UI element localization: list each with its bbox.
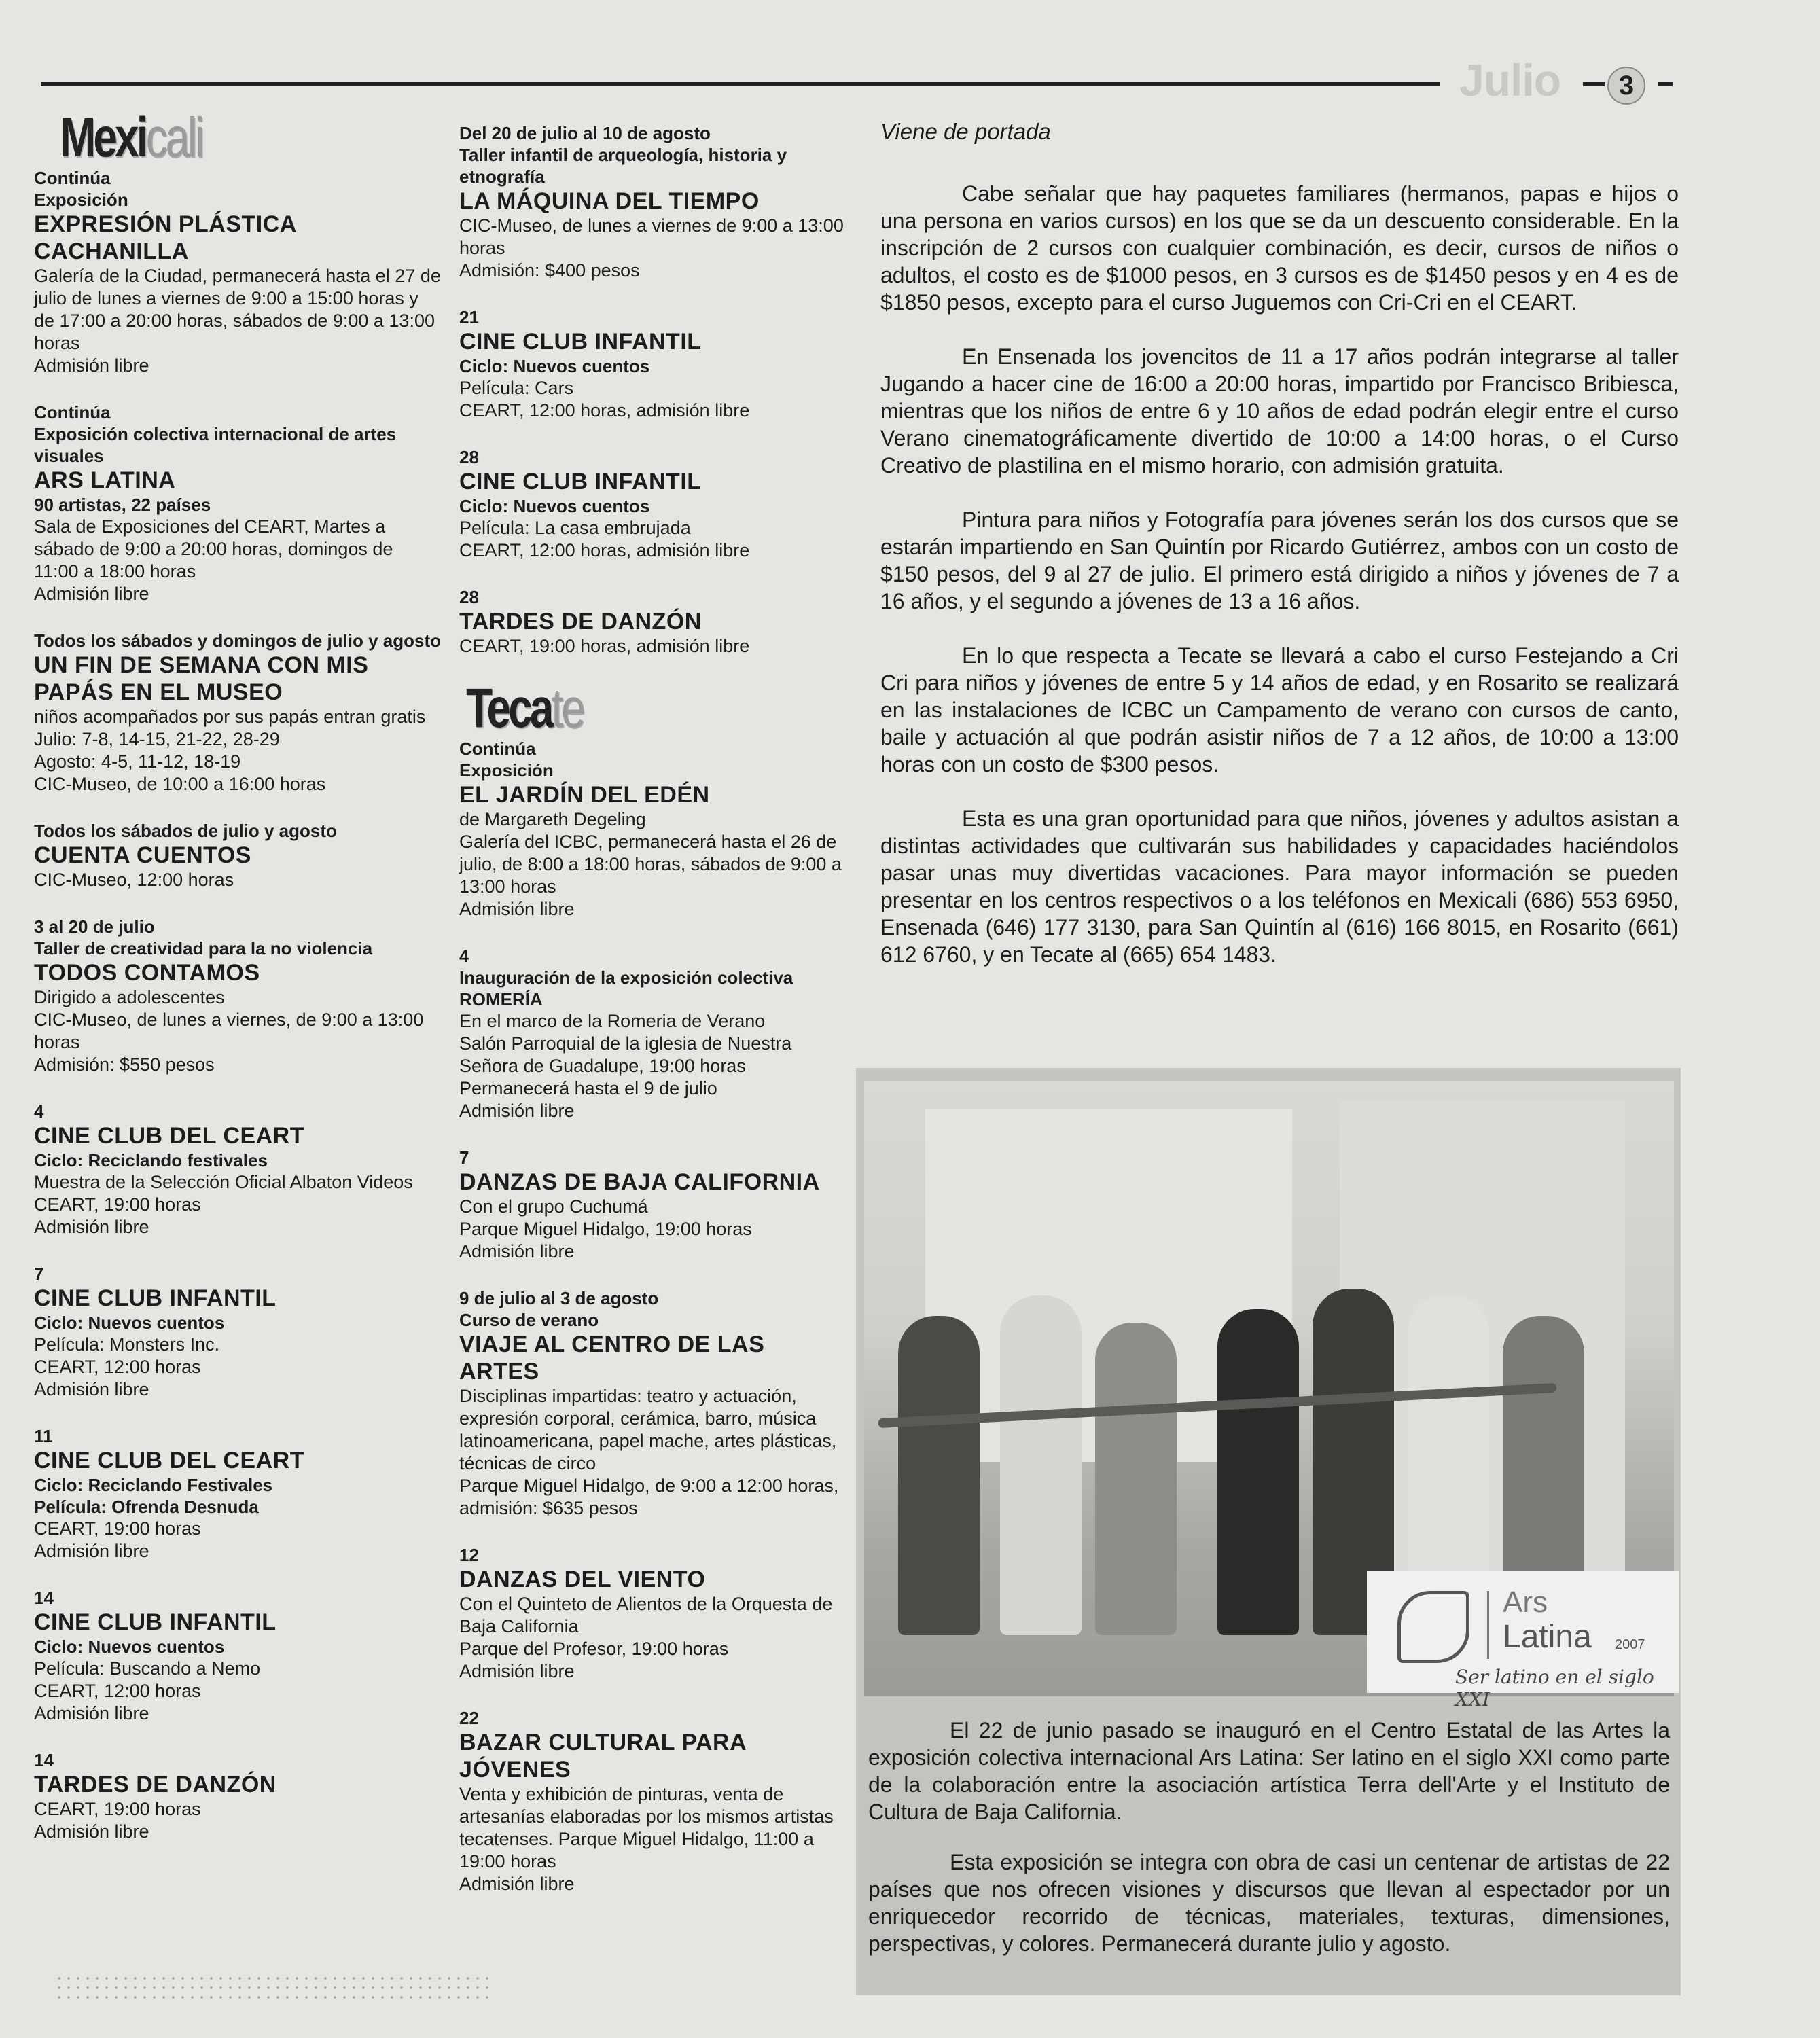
- ars-latina-logo: Ars Latina 2007 Ser latino en el siglo XXI: [1367, 1571, 1679, 1693]
- tecate-heading: Tecate: [466, 677, 584, 739]
- event-date: Continúa: [34, 402, 111, 423]
- event-title: CINE CLUB INFANTIL: [459, 329, 702, 355]
- event-detail: Admisión: $550 pesos: [34, 1054, 215, 1075]
- event-detail: Dirigido a adolescentes: [34, 987, 225, 1007]
- event-date: 14: [34, 1588, 54, 1608]
- event-detail: Permanecerá hasta el 9 de julio: [459, 1078, 717, 1098]
- event-item: [459, 306, 846, 422]
- event-detail: Parque Miguel Hidalgo, 19:00 horas: [459, 1219, 752, 1239]
- event-item: [34, 401, 442, 605]
- article-body: [880, 180, 1679, 968]
- event-item: [459, 945, 846, 1122]
- event-detail: Admisión libre: [34, 355, 149, 376]
- event-item: [459, 1707, 846, 1895]
- event-detail: niños acompañados por sus papás entran gratis: [34, 707, 426, 727]
- event-title: UN FIN DE SEMANA CON MIS PAPÁS EN EL MUSEO: [34, 652, 369, 705]
- event-detail: CIC-Museo, de lunes a viernes, de 9:00 a 13:00 horas: [34, 1009, 424, 1052]
- tecate-events: [459, 738, 846, 1895]
- event-title: VIAJE AL CENTRO DE LAS ARTES: [459, 1331, 765, 1384]
- event-detail: Admisión libre: [459, 1874, 575, 1894]
- event-date: ROMERÍA: [459, 989, 543, 1009]
- caption-paragraph: Esta exposición se integra con obra de casi un centenar de artistas de 22 países que nos ofrecen visiones y discursos que llevan al espectador por un enriquecedor recorrido de técnicas, materiales, texturas, dimensiones, perspectivas, y colores. Permanecerá durante julio y agosto.: [868, 1850, 1670, 1956]
- event-date: 12: [459, 1545, 479, 1565]
- page-number: 3: [1607, 67, 1645, 105]
- event-item: [459, 1544, 846, 1683]
- event-detail: CEART, 12:00 horas: [34, 1681, 201, 1701]
- event-detail: de Margareth Degeling: [459, 809, 646, 829]
- event-subtitle: Ciclo: Nuevos cuentos: [459, 496, 650, 516]
- event-detail: CEART, 12:00 horas, admisión libre: [459, 400, 750, 421]
- event-date: Del 20 de julio al 10 de agosto: [459, 123, 711, 143]
- photo-caption: [868, 1717, 1670, 1980]
- event-item: [34, 1101, 442, 1238]
- header-dash: [1583, 82, 1605, 86]
- event-detail: CIC-Museo, de 10:00 a 16:00 horas: [34, 774, 326, 794]
- event-detail: Admisión libre: [459, 1241, 575, 1262]
- event-date: 21: [459, 307, 479, 327]
- event-detail: Muestra de la Selección Oficial Albaton Videos: [34, 1172, 413, 1192]
- event-item: [34, 1425, 442, 1562]
- article-paragraph: En Ensenada los jovencitos de 11 a 17 años podrán integrarse al taller Jugando a hacer cine de 16:00 a 20:00 horas, impartido por Francisco Bribiesca, mientras que los niños de entre 6 y 10 años de edad podrán elegir entre el curso Verano cinematográficamente divertido de 10:00 a 14:00 horas, o el Curso Creativo de plastilina en el mismo horario, con admisión gratuita.: [880, 344, 1679, 478]
- event-detail: En el marco de la Romeria de Verano: [459, 1011, 766, 1031]
- event-detail: Película: Buscando a Nemo: [34, 1658, 261, 1679]
- event-detail: Admisión libre: [34, 1379, 149, 1399]
- event-detail: Con el Quinteto de Alientos de la Orquesta de Baja California: [459, 1594, 833, 1637]
- event-item: [34, 820, 442, 891]
- event-title: BAZAR CULTURAL PARA JÓVENES: [459, 1730, 746, 1783]
- article-paragraph: Esta es una gran oportunidad para que niños, jóvenes y adultos asistan a distintas actividades que cultivarán sus habilidades y capacidades haciéndolos pasar unas muy divertidas vacaciones. Para mayor información se pueden presentar en los centros respectivos o a los teléfonos en Mexicali (686) 553 6950, Ensenada (646) 177 3130, para San Quintín al (616) 166 8015, en Rosarito (661) 612 6760, y en Tecate al (665) 654 1483.: [880, 806, 1679, 967]
- event-subtitle: Ciclo: Nuevos cuentos: [34, 1637, 225, 1657]
- header-rule: [41, 82, 1440, 86]
- event-detail: Película: La casa embrujada: [459, 518, 691, 538]
- event-title: CINE CLUB INFANTIL: [34, 1609, 276, 1635]
- event-detail: Admisión libre: [34, 1541, 149, 1561]
- event-item: [459, 122, 846, 282]
- event-date: Todos los sábados de julio y agosto: [34, 821, 337, 841]
- event-detail: CEART, 12:00 horas, admisión libre: [459, 540, 750, 560]
- event-item: [459, 586, 846, 658]
- event-date: 7: [459, 1147, 469, 1168]
- event-item: [34, 630, 442, 795]
- event-detail: Venta y exhibición de pinturas, venta de artesanías elaboradas por los mismos artistas tecatenses. Parque Miguel Hidalgo, 11:00 a 19:00 horas: [459, 1784, 834, 1872]
- event-detail: CIC-Museo, de lunes a viernes de 9:00 a 13:00 horas: [459, 215, 844, 258]
- event-title: CUENTA CUENTOS: [34, 842, 251, 868]
- event-date: 7: [34, 1264, 44, 1284]
- event-title: TARDES DE DANZÓN: [459, 609, 702, 634]
- event-item: [34, 1749, 442, 1843]
- event-detail: Película: Monsters Inc.: [34, 1334, 220, 1355]
- event-detail: Admisión libre: [34, 1217, 149, 1237]
- event-title: ARS LATINA: [34, 467, 176, 493]
- event-date: Exposición: [459, 760, 554, 781]
- event-detail: Admisión libre: [34, 1703, 149, 1723]
- event-item: [34, 167, 442, 377]
- event-detail: Agosto: 4-5, 11-12, 18-19: [34, 751, 241, 772]
- event-date: Continúa: [459, 738, 536, 759]
- mexicali-events: [34, 167, 442, 1843]
- event-title: DANZAS DE BAJA CALIFORNIA: [459, 1169, 820, 1195]
- event-detail: CEART, 19:00 horas: [34, 1194, 201, 1215]
- event-subtitle: Ciclo: Nuevos cuentos: [459, 356, 650, 376]
- month-label: Julio: [1459, 55, 1561, 105]
- event-date: 4: [459, 946, 469, 966]
- ribbon-cutting-photo: [864, 1081, 1674, 1711]
- event-detail: Salón Parroquial de la iglesia de Nuestra Señora de Guadalupe, 19:00 horas: [459, 1033, 792, 1076]
- event-subtitle: 90 artistas, 22 países: [34, 495, 211, 515]
- ars-latina-mark-icon: [1397, 1591, 1469, 1663]
- mexicali-events-cont: [459, 122, 846, 658]
- event-title: TODOS CONTAMOS: [34, 960, 260, 986]
- event-detail: Parque Miguel Hidalgo, de 9:00 a 12:00 horas, admisión: $635 pesos: [459, 1476, 839, 1518]
- event-subtitle: Ciclo: Reciclando festivales: [34, 1150, 268, 1170]
- event-title: DANZAS DEL VIENTO: [459, 1567, 706, 1592]
- event-title: CINE CLUB INFANTIL: [34, 1285, 276, 1311]
- event-date: Exposición colectiva internacional de artes visuales: [34, 424, 397, 466]
- event-date: Inauguración de la exposición colectiva: [459, 967, 793, 988]
- event-date: 11: [34, 1426, 53, 1446]
- event-detail: CEART, 19:00 horas: [34, 1799, 201, 1819]
- event-date: 14: [34, 1750, 54, 1770]
- event-detail: Sala de Exposiciones del CEART, Martes a sábado de 9:00 a 20:00 horas, domingos de 11:00 a 18:00 horas: [34, 516, 393, 582]
- event-date: Taller infantil de arqueología, historia y etnografía: [459, 145, 787, 187]
- event-item: [34, 916, 442, 1076]
- article-paragraph: Cabe señalar que hay paquetes familiares (hermanos, papas e hijos o una persona en varios cursos) en los que se da un descuento considerable. En la inscripción de 2 cursos con cualquier combinación, es decir, cursos de niños o adultos, el costo es de $1000 pesos, en 3 cursos es de $1450 pesos y en 4 es de $1850 pesos, excepto para el curso Juguemos con Cri-Cri en el CEART.: [880, 181, 1679, 315]
- event-detail: Galería del ICBC, permanecerá hasta el 26 de julio, de 8:00 a 18:00 horas, sábados de 9:00 a 13:00 horas: [459, 832, 842, 897]
- event-date: 4: [34, 1101, 44, 1122]
- event-item: [34, 1587, 442, 1725]
- event-date: Curso de verano: [459, 1310, 599, 1330]
- event-detail: Admisión: $400 pesos: [459, 260, 640, 281]
- event-detail: Admisión libre: [459, 1661, 575, 1681]
- article-paragraph: Pintura para niños y Fotografía para jóvenes serán los dos cursos que se estarán impartiendo en San Quintín por Ricardo Gutiérrez, ambos con un costo de $150 pesos, del 9 al 27 de julio. El primero está dirigido a niños y jóvenes de 7 a 16 años, y el segundo a jóvenes de 13 a 16 años.: [880, 507, 1679, 613]
- event-title: LA MÁQUINA DEL TIEMPO: [459, 188, 760, 214]
- event-detail: CEART, 19:00 horas: [34, 1518, 201, 1539]
- event-detail: CIC-Museo, 12:00 horas: [34, 870, 234, 890]
- article-paragraph: En lo que respecta a Tecate se llevará a cabo el curso Festejando a Cri Cri para niños y jóvenes de entre 5 y 14 años de edad, y en Rosarito se realizará en las instalaciones de ICBC un Campamento de verano con cursos de canto, baile y actuación al que podrán asistir niños de 7 a 12 años, de 10:00 a 13:00 horas con un costo de $300 pesos.: [880, 643, 1679, 776]
- event-subtitle: Ciclo: Reciclando Festivales Película: Ofrenda Desnuda: [34, 1475, 273, 1517]
- event-date: 22: [459, 1708, 479, 1728]
- event-item: [459, 1287, 846, 1520]
- event-item: [459, 738, 846, 920]
- event-detail: Julio: 7-8, 14-15, 21-22, 28-29: [34, 729, 280, 749]
- event-title: CINE CLUB INFANTIL: [459, 469, 702, 495]
- event-detail: Admisión libre: [34, 584, 149, 604]
- event-date: Todos los sábados y domingos de julio y agosto: [34, 630, 442, 651]
- photo-box: [856, 1068, 1681, 1995]
- caption-paragraph: El 22 de junio pasado se inauguró en el Centro Estatal de las Artes la exposición colectiva internacional Ars Latina: Ser latino en el siglo XXI como parte de la colaboración entre la asociación artística Terra dell'Arte y el Instituto de Cultura de Baja California.: [868, 1718, 1670, 1824]
- event-title: CINE CLUB DEL CEART: [34, 1123, 304, 1149]
- event-item: [459, 1147, 846, 1263]
- event-title: CINE CLUB DEL CEART: [34, 1448, 304, 1473]
- event-detail: Admisión libre: [459, 1101, 575, 1121]
- continued-note: Viene de portada: [880, 119, 1051, 144]
- event-date: 28: [459, 587, 479, 607]
- event-detail: Admisión libre: [459, 899, 575, 919]
- event-detail: Disciplinas impartidas: teatro y actuación, expresión corporal, cerámica, barro, música latinoamericana, papel mache, artes plásticas, técnicas de circo: [459, 1386, 837, 1473]
- middle-column: [459, 122, 846, 1920]
- mexicali-column: [34, 109, 442, 1867]
- event-date: 9 de julio al 3 de agosto: [459, 1288, 659, 1308]
- event-date: Continúa: [34, 168, 111, 188]
- article-column: [880, 119, 1679, 995]
- event-detail: CEART, 12:00 horas: [34, 1357, 201, 1377]
- event-detail: Admisión libre: [34, 1821, 149, 1842]
- header-rule-end: [1658, 82, 1673, 86]
- mexicali-heading: Mexicali: [60, 107, 203, 168]
- halftone-dots: [54, 1973, 489, 2001]
- event-title: EL JARDÍN DEL EDÉN: [459, 782, 710, 808]
- event-detail: Con el grupo Cuchumá: [459, 1196, 648, 1217]
- event-title: TARDES DE DANZÓN: [34, 1772, 276, 1798]
- event-date: 28: [459, 447, 479, 467]
- event-title: EXPRESIÓN PLÁSTICA CACHANILLA: [34, 211, 296, 264]
- event-detail: CEART, 19:00 horas, admisión libre: [459, 636, 750, 656]
- event-detail: Parque del Profesor, 19:00 horas: [459, 1639, 729, 1659]
- event-date: Taller de creatividad para la no violencia: [34, 938, 373, 959]
- event-item: [34, 1263, 442, 1401]
- event-subtitle: Ciclo: Nuevos cuentos: [34, 1312, 225, 1333]
- event-date: Exposición: [34, 190, 128, 210]
- event-detail: Película: Cars: [459, 378, 574, 398]
- event-detail: Galería de la Ciudad, permanecerá hasta el 27 de julio de lunes a viernes de 9:00 a 15:00 horas y de 17:00 a 20:00 horas, sábados de 9:00 a 13:00 horas: [34, 266, 441, 353]
- event-item: [459, 446, 846, 562]
- event-date: 3 al 20 de julio: [34, 916, 155, 937]
